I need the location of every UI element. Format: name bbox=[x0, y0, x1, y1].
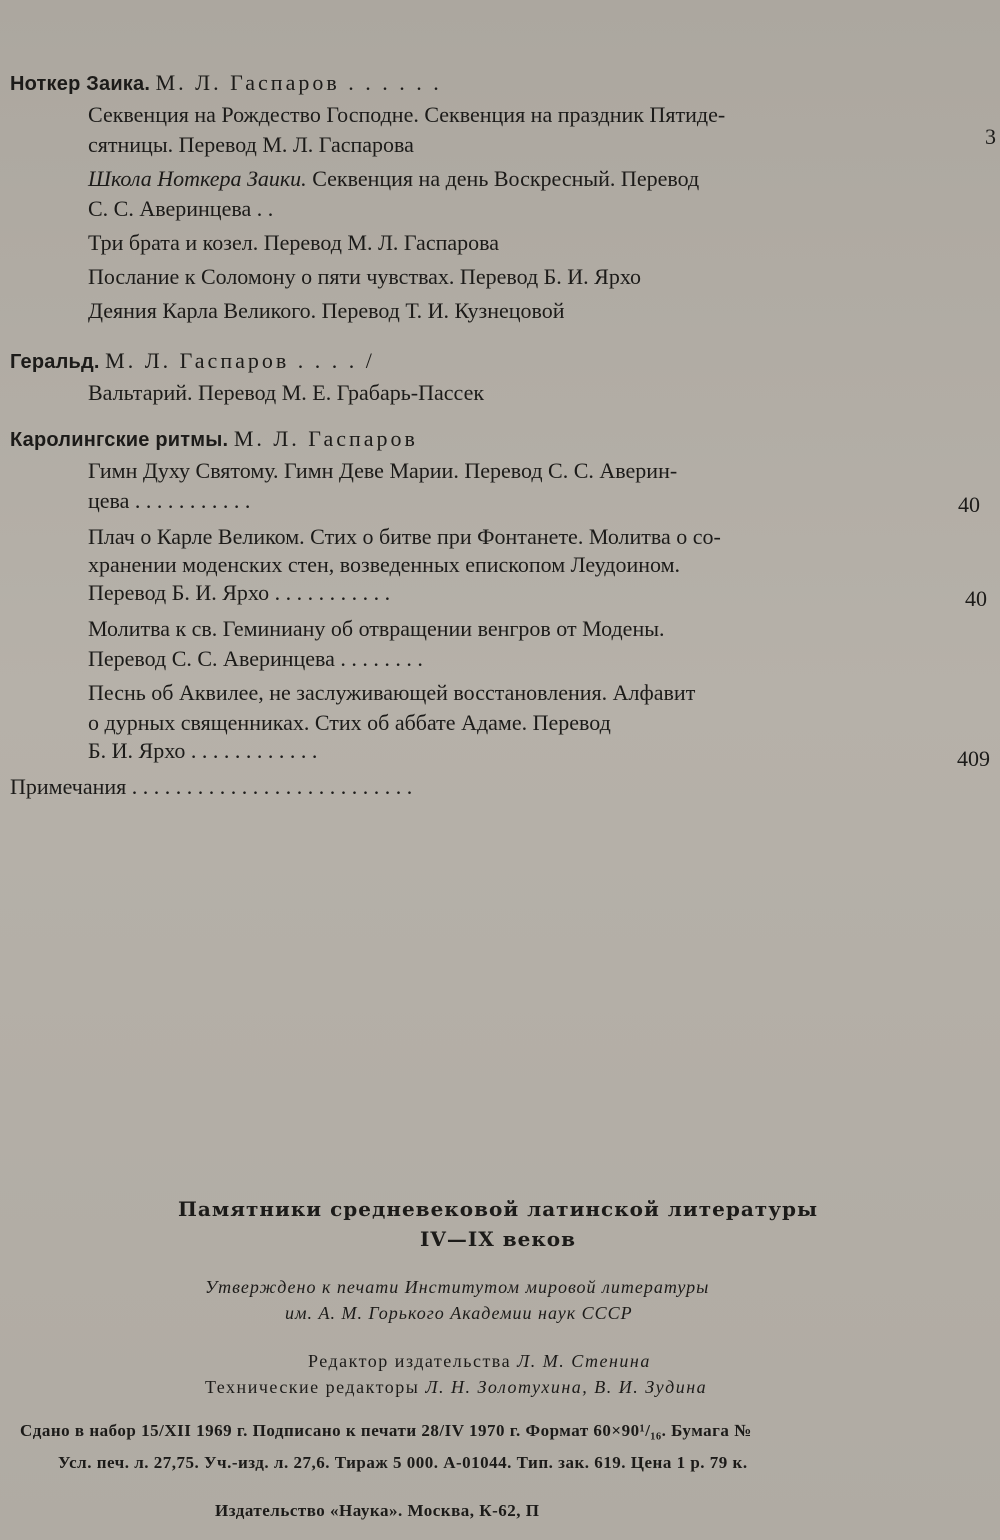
tech-editors-label: Технические редакторы bbox=[205, 1377, 420, 1397]
section-title: Геральд. bbox=[10, 351, 100, 373]
tech-editors-names: Л. Н. Золотухина, В. И. Зудина bbox=[425, 1377, 708, 1397]
toc-section-heading bbox=[10, 424, 418, 455]
section-author: М. Л. Гаспаров bbox=[105, 348, 290, 373]
toc-entry-line bbox=[88, 130, 414, 160]
toc-entry-line: Молитва к св. Геминиану об отвращении венгров от Модены. bbox=[88, 616, 665, 641]
section-author: М. Л. Гаспаров bbox=[155, 70, 340, 95]
toc-notes-entry bbox=[10, 772, 412, 802]
toc-entry-line: Секвенция на Рождество Господне. Секвенция на праздник Пятиде- bbox=[88, 102, 726, 127]
colophon bbox=[0, 1180, 1000, 1540]
tech-editors-line bbox=[205, 1374, 707, 1400]
editor-label: Редактор издательства bbox=[308, 1351, 512, 1371]
toc-entry-line: Послание к Соломону о пяти чувствах. Перевод Б. И. Ярхо bbox=[88, 264, 641, 289]
page-number: 409 bbox=[957, 746, 990, 771]
toc-entry-line: Перевод С. С. Аверинцева . . . . . . . . bbox=[88, 646, 423, 671]
toc-entry-line: хранении моденских стен, возведенных епископом Леудоином. bbox=[88, 552, 681, 577]
publisher-line: Издательство «Наука». Москва, К-62, П bbox=[215, 1501, 540, 1520]
toc-entry-text: сятницы. Перевод М. Л. Гаспарова bbox=[88, 132, 414, 157]
editor-name: Л. М. Стенина bbox=[517, 1351, 651, 1371]
approval-line2: им. А. М. Горького Академии наук СССР bbox=[285, 1303, 633, 1323]
toc-entry-line: Перевод Б. И. Ярхо . . . . . . . . . . . bbox=[88, 580, 391, 605]
toc-entry-line: о дурных священниках. Стих об аббате Адаме. Перевод bbox=[88, 710, 611, 735]
toc-entry-line: Песнь об Аквилее, не заслуживающей восстановления. Алфавит bbox=[88, 680, 696, 705]
toc-entry-line: Три брата и козел. Перевод М. Л. Гаспарова bbox=[88, 230, 499, 255]
book-title-line2: IV—IX веков bbox=[420, 1227, 577, 1251]
leader-dots: . . . . / bbox=[289, 348, 375, 373]
leader-dots: . . . . . . . . . . . . . . . . . . . . . . . . . . bbox=[126, 774, 413, 799]
leader-dots: . . . . . . bbox=[339, 70, 442, 95]
toc-entry-line: Гимн Духу Святому. Гимн Деве Марии. Перевод С. С. Аверин- bbox=[88, 458, 678, 483]
toc-entry-line: Деяния Карла Великого. Перевод Т. И. Кузнецовой bbox=[88, 298, 565, 323]
notes-label: Примечания bbox=[10, 774, 127, 799]
page-number: 40 bbox=[958, 492, 980, 517]
toc-entry-italic-title: Школа Ноткера Заики. bbox=[88, 166, 307, 191]
print-details-line1: Сдано в набор 15/XII 1969 г. Подписано к печати 28/IV 1970 г. Формат 60×90¹/₁₆. Бумага № bbox=[20, 1421, 752, 1440]
page-number: 3 bbox=[985, 124, 996, 149]
toc-entry-line: Б. И. Ярхо . . . . . . . . . . . . bbox=[88, 738, 318, 763]
toc-entry-line bbox=[88, 164, 699, 194]
section-title: Каролингские ритмы. bbox=[10, 429, 229, 451]
toc-entry-line: Вальтарий. Перевод М. Е. Грабарь-Пассек bbox=[88, 380, 485, 405]
section-title: Ноткер Заика. bbox=[10, 73, 151, 95]
book-title-line1: Памятники средневековой латинской литературы bbox=[178, 1197, 819, 1221]
approval-line1: Утверждено к печати Институтом мировой литературы bbox=[205, 1277, 710, 1297]
print-details-line2: Усл. печ. л. 27,75. Уч.-изд. л. 27,6. Тираж 5 000. А-01044. Тип. зак. 619. Цена 1 р. 79 к. bbox=[58, 1453, 748, 1472]
toc-entry-line: С. С. Аверинцева . . bbox=[88, 196, 274, 221]
toc-section-heading bbox=[10, 346, 375, 377]
toc-section-heading bbox=[10, 68, 442, 99]
toc-entry-line: Плач о Карле Великом. Стих о битве при Фонтанете. Молитва о со- bbox=[88, 524, 721, 549]
page-number: 40 bbox=[965, 586, 987, 611]
section-author: М. Л. Гаспаров bbox=[233, 426, 418, 451]
editor-line bbox=[308, 1348, 651, 1374]
toc-entry-text: Секвенция на день Воскресный. Перевод bbox=[312, 166, 700, 191]
toc-entry-line: цева . . . . . . . . . . . bbox=[88, 488, 251, 513]
